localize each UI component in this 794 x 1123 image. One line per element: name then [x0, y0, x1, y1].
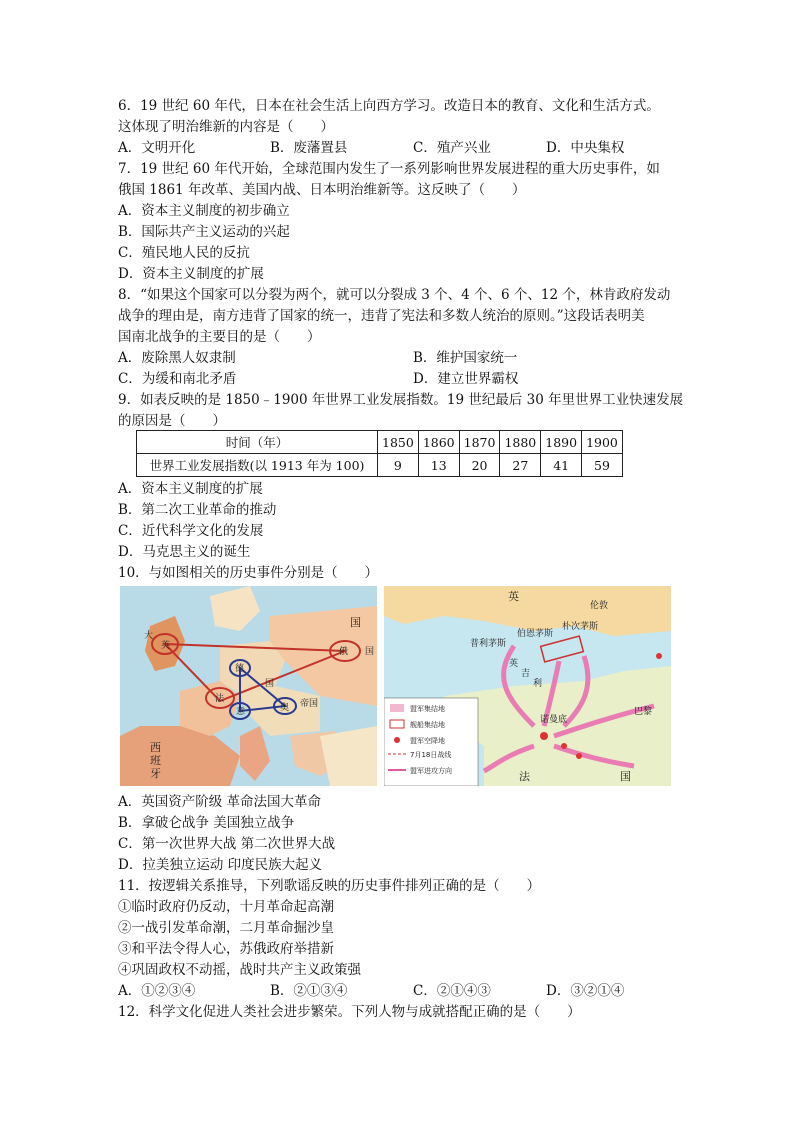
europe-alliances-map	[120, 586, 377, 786]
table-cell-value: 27	[500, 454, 541, 477]
q7-stem-line1: 7．19 世纪 60 年代开始，全球范围内发生了一系列影响世界发展进程的重大历史事件，如	[118, 161, 660, 177]
q9-stem-line1: 9．如表反映的是 1850﹣1900 年世界工业发展指数。19 世纪最后 30 年里世界工业快速发展	[118, 392, 684, 408]
q7-option-a[interactable]: A．资本主义制度的初步确立	[118, 203, 290, 219]
map2-legend-item: 盟军集结地	[410, 705, 445, 713]
table-cell-value: 41	[541, 454, 582, 477]
q6-option-c[interactable]: C．殖产兴业	[413, 140, 491, 156]
q10-option-d[interactable]: D．拉美独立运动 印度民族大起义	[118, 857, 323, 873]
q7-option-b[interactable]: B．国际共产主义运动的兴起	[118, 224, 290, 240]
map2-label: 巴黎	[634, 707, 653, 717]
map1-label: 班	[150, 754, 161, 767]
map2-label: 朴次茅斯	[562, 622, 599, 632]
q10-option-b[interactable]: B．拿破仑战争 美国独立战争	[118, 815, 295, 831]
map2-label: 伯恩茅斯	[517, 629, 554, 639]
map1-label: 奥	[280, 703, 290, 713]
table-cell-year: 1900	[582, 431, 623, 454]
table-cell-value: 9	[378, 454, 419, 477]
table-cell-value: 59	[582, 454, 623, 477]
map1-label: 大	[144, 631, 154, 641]
map1-label: 意	[236, 707, 246, 717]
map1-label: 法	[215, 694, 225, 704]
table-cell-year: 1890	[541, 431, 582, 454]
q11-item-2: ②一战引发革命潮，二月革命掘沙皇	[118, 920, 334, 936]
q9-option-a[interactable]: A．资本主义制度的扩展	[118, 481, 263, 497]
map1-label: 西	[150, 741, 161, 754]
table-cell-value: 13	[418, 454, 459, 477]
map1-label: 牙	[150, 767, 161, 780]
table-row	[137, 454, 623, 477]
table-cell-year: 1880	[500, 431, 541, 454]
map1-label: 国	[365, 647, 375, 657]
q10-option-a[interactable]: A．英国资产阶级 革命法国大革命	[118, 794, 322, 810]
map2-label: 普利茅斯	[470, 639, 507, 649]
map2-label: 国	[620, 770, 631, 783]
q12-stem: 12．科学文化促进人类社会进步繁荣。下列人物与成就搭配正确的是（ ）	[118, 1004, 581, 1020]
map2-legend-item: 盟军空降地	[410, 737, 445, 745]
q8-option-a[interactable]: A．废除黑人奴隶制	[118, 350, 236, 366]
industry-index-table	[136, 430, 623, 477]
q7-option-d[interactable]: D．资本主义制度的扩展	[118, 266, 264, 282]
q7-option-c[interactable]: C．殖民地人民的反抗	[118, 245, 250, 261]
table-cell-value: 20	[459, 454, 500, 477]
q6-option-a[interactable]: A．文明开化	[118, 140, 196, 156]
q10-stem: 10．与如图相关的历史事件分别是（ ）	[118, 565, 379, 581]
normandy-landing-map	[384, 586, 671, 786]
q10-option-c[interactable]: C．第一次世界大战 第二次世界大战	[118, 836, 336, 852]
q6-option-d[interactable]: D．中央集权	[546, 140, 625, 156]
q9-stem-line2: 的原因是（ ）	[118, 413, 226, 429]
map1-label: 德	[235, 664, 245, 674]
map2-label: 吉	[521, 669, 531, 679]
map2-label: 法	[519, 770, 530, 783]
q8-option-d[interactable]: D．建立世界霸权	[413, 371, 519, 387]
map2-legend-item: 7月18日战线	[410, 751, 452, 759]
q11-option-d[interactable]: D．③②①④	[546, 983, 625, 999]
q11-option-b[interactable]: B．②①③④	[270, 983, 348, 999]
q6-stem-line1: 6．19 世纪 60 年代，日本在社会生活上向西方学习。改造日本的教育、文化和生活方式。	[118, 98, 660, 114]
q6-stem-line2: 这体现了明治维新的内容是（ ）	[118, 119, 334, 135]
q9-option-c[interactable]: C．近代科学文化的发展	[118, 523, 264, 539]
q8-stem-line1: 8．“如果这个国家可以分裂为两个，就可以分裂成 3 个、4 个、6 个、12 个，林肯政府发动	[118, 287, 671, 303]
map2-label: 伦敦	[590, 601, 609, 611]
q8-option-c[interactable]: C．为缓和南北矛盾	[118, 371, 237, 387]
map1-label: 俄	[339, 647, 349, 657]
table-cell-year: 1860	[418, 431, 459, 454]
q11-item-1: ①临时政府仍反动，十月革命起高潮	[118, 899, 334, 915]
map2-label: 诺曼底	[540, 715, 568, 725]
q7-stem-line2: 俄国 1861 年改革、美国内战、日本明治维新等。这反映了（ ）	[118, 182, 526, 198]
q11-item-3: ③和平法令得人心，苏俄政府举措新	[118, 941, 334, 957]
table-header-time: 时间（年）	[137, 431, 378, 454]
q11-option-c[interactable]: C．②①④③	[413, 983, 491, 999]
map2-label: 英	[508, 590, 519, 603]
map1-label: 国	[265, 679, 275, 689]
table-cell-year: 1870	[459, 431, 500, 454]
map1-label: 帝国	[300, 699, 319, 709]
q9-option-b[interactable]: B．第二次工业革命的推动	[118, 502, 277, 518]
q6-option-b[interactable]: B．废藩置县	[270, 140, 348, 156]
map1-label: 国	[350, 616, 361, 629]
map2-label: 利	[533, 679, 543, 689]
q9-option-d[interactable]: D．马克思主义的诞生	[118, 544, 251, 560]
map2-label: 英	[509, 659, 519, 669]
q11-item-4: ④巩固政权不动摇，战时共产主义政策强	[118, 962, 361, 978]
q8-option-b[interactable]: B．维护国家统一	[413, 350, 518, 366]
q8-stem-line2: 战争的理由是，南方违背了国家的统一，违背了宪法和多数人统治的原则。”这段话表明美	[118, 308, 645, 324]
map2-legend-item: 舰船集结地	[410, 721, 445, 729]
table-header-index: 世界工业发展指数(以 1913 年为 100)	[137, 454, 378, 477]
table-cell-year: 1850	[378, 431, 419, 454]
map2-legend-item: 盟军进攻方向	[410, 767, 452, 775]
q11-option-a[interactable]: A．①②③④	[118, 983, 196, 999]
map1-label: 英	[161, 641, 171, 651]
table-row	[137, 431, 623, 454]
q8-stem-line3: 国南北战争的主要目的是（ ）	[118, 329, 321, 345]
q11-stem: 11．按逻辑关系推导，下列歌谣反映的历史事件排列正确的是（ ）	[118, 878, 541, 894]
